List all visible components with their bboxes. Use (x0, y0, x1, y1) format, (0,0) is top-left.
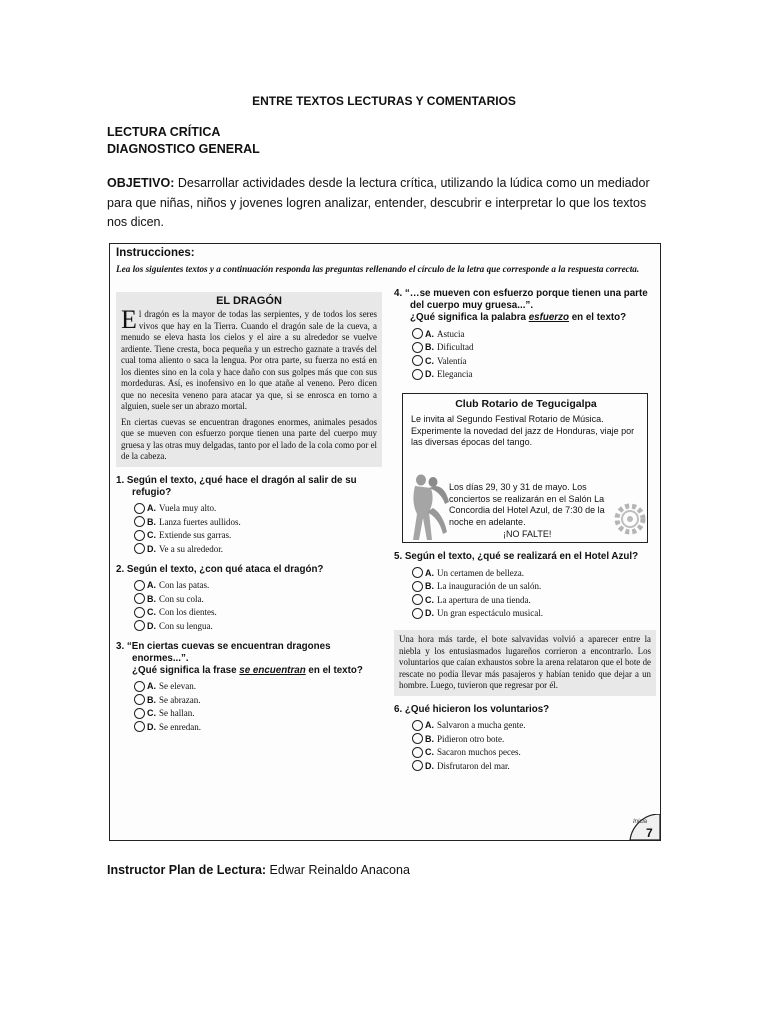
answer-bubble[interactable] (412, 760, 423, 771)
option-text: Se abrazan. (159, 694, 201, 705)
question-line-1: 3. “En ciertas cuevas se encuentran dragones enormes...”. (116, 640, 331, 664)
question-4 (394, 288, 656, 381)
option-letter: D. (147, 721, 156, 732)
story-dragon (116, 292, 382, 467)
option-letter: A. (425, 567, 434, 578)
option-text: Disfrutaron del mar. (437, 760, 510, 771)
question-line-2-end: en el texto? (305, 664, 363, 676)
answer-bubble[interactable] (412, 355, 423, 366)
question-line-2-start: ¿Qué significa la palabra (410, 312, 529, 323)
option-letter: B. (425, 581, 434, 592)
option-a[interactable] (134, 502, 382, 516)
instructor-line (107, 863, 667, 877)
instructor-name: Edwar Reinaldo Anacona (266, 863, 410, 877)
option-letter: C. (147, 708, 156, 719)
subtitle-diagnostico: DIAGNOSTICO GENERAL (107, 142, 260, 156)
answer-bubble[interactable] (412, 328, 423, 339)
answer-bubble[interactable] (412, 342, 423, 353)
answer-bubble[interactable] (134, 503, 145, 514)
question-line-2-end: en el texto? (568, 312, 627, 323)
answer-bubble[interactable] (134, 530, 145, 541)
option-letter: D. (425, 369, 434, 380)
dancers-silhouette-icon (405, 472, 451, 542)
option-letter: C. (147, 530, 156, 541)
option-text: Lanza fuertes aullidos. (159, 516, 241, 527)
answer-bubble[interactable] (412, 720, 423, 731)
option-text: Se enredan. (159, 721, 201, 732)
question-line-1: 4. “…se mueven con esfuerzo porque tienen una parte del cuerpo muy gruesa...”. (394, 288, 648, 311)
option-text: Un certamen de belleza. (437, 567, 524, 578)
story-lifeboat (394, 630, 656, 696)
option-letter: C. (425, 594, 434, 605)
option-text: Dificultad (437, 342, 474, 353)
option-d[interactable] (134, 720, 382, 734)
option-b[interactable] (134, 693, 382, 707)
question-3 (116, 641, 382, 734)
option-text: Se elevan. (159, 681, 196, 692)
question-text: 5. Según el texto, ¿qué se realizará en el Hotel Azul? (394, 551, 639, 562)
option-text: Salvaron a mucha gente. (437, 720, 526, 731)
option-c[interactable] (412, 593, 656, 607)
option-letter: D. (425, 760, 434, 771)
option-b[interactable] (134, 515, 382, 529)
option-d[interactable] (134, 542, 382, 556)
option-c[interactable] (134, 529, 382, 543)
option-text: La apertura de una tienda. (437, 594, 531, 605)
option-letter: B. (147, 593, 156, 604)
option-text: Con su lengua. (159, 620, 213, 631)
question-text (116, 641, 382, 677)
option-c[interactable] (134, 707, 382, 721)
answer-bubble[interactable] (134, 593, 145, 604)
flyer-dates: Los días 29, 30 y 31 de mayo. Los conciertos se realizarán en el Salón La Concordia del Hotel Azul, de 7:30 de la noche en adelante. (449, 482, 605, 527)
option-text: Astucia (437, 328, 465, 339)
question-text: 1. Según el texto, ¿qué hace el dragón al salir de su refugio? (116, 474, 357, 498)
option-text: Ve a su alrededor. (159, 543, 223, 554)
option-letter: C. (425, 355, 434, 366)
objective-label: OBJETIVO: (107, 176, 175, 190)
instructor-label: Instructor Plan de Lectura: (107, 863, 267, 877)
story-paragraph-2: En ciertas cuevas se encuentran dragones enormes, animales pesados que se mueven con esfuerzo porque tienen una parte del cuerpo muy gruesa y las otras muy delgadas, tanto por el lado de la cola como por el de la cabeza. (121, 416, 377, 461)
option-c[interactable] (134, 606, 382, 620)
flyer-text: Le invita al Segundo Festival Rotario de Música. Experimente la novedad del jazz de Honduras, viaje por las diversas épocas del tango. (411, 414, 635, 447)
answer-bubble[interactable] (412, 567, 423, 578)
option-d[interactable] (412, 607, 656, 621)
question-emphasis: se encuentran (239, 664, 306, 676)
option-letter: B. (425, 342, 434, 353)
option-letter: D. (147, 620, 156, 631)
answer-bubble[interactable] (134, 708, 145, 719)
option-letter: A. (147, 681, 156, 692)
story-paragraph-1-text: l dragón es la mayor de todas las serpientes, y de todos los seres vivos que hay en la Tierra. Cuando el dragón sale de la cueva, a menudo se eleva hasta los cielos y el aire a su alrededor se vuelve ardiente. Tiene cresta, boca pequeña y un estrecho gaznate a través del cual toma aliento o saca la lengua. Por otra parte, su fuerza no está en los dientes sino en la cola y hace daño con sus golpes más que con sus mordeduras. Así, es inofensivo en lo que atañe al veneno. Pero dicen que no necesita veneno para atacar ya que, si se enrosca en torno a alguien, suele ser un abrazo mortal. (121, 309, 377, 411)
answer-bubble[interactable] (134, 694, 145, 705)
answer-bubble[interactable] (134, 681, 145, 692)
option-letter: C. (425, 747, 434, 758)
club-flyer (402, 393, 648, 543)
option-d[interactable] (412, 759, 656, 773)
option-letter: B. (147, 516, 156, 527)
page-number-badge (626, 814, 660, 840)
answer-bubble[interactable] (412, 581, 423, 592)
option-letter: A. (425, 720, 434, 731)
question-2 (116, 564, 382, 633)
question-text (394, 288, 656, 324)
flyer-title: Club Rotario de Tegucigalpa (455, 398, 597, 410)
drop-cap: E (121, 305, 137, 334)
answer-bubble[interactable] (134, 607, 145, 618)
objective-text: Desarrollar actividades desde la lectura crítica, utilizando la lúdica como un mediador para que niñas, niños y jovenes logren analizar, entender, descubrir e interpretar lo que los textos nos dicen. (107, 176, 650, 229)
option-text: Con los dientes. (159, 607, 217, 618)
right-column (394, 288, 656, 773)
option-text: Elegancia (437, 369, 473, 380)
option-text: Pidieron otro bote. (437, 733, 505, 744)
answer-bubble[interactable] (134, 620, 145, 631)
option-a[interactable] (134, 579, 382, 593)
answer-bubble[interactable] (412, 369, 423, 380)
option-a[interactable] (412, 327, 656, 341)
option-c[interactable] (412, 354, 656, 368)
page-title: ENTRE TEXTOS LECTURAS Y COMENTARIOS (252, 94, 516, 108)
option-text: Un gran espectáculo musical. (437, 608, 543, 619)
question-5 (394, 551, 656, 620)
option-b[interactable] (412, 341, 656, 355)
answer-bubble[interactable] (134, 543, 145, 554)
worksheet-scan (109, 243, 661, 841)
objective-paragraph (107, 174, 667, 233)
option-text: Valentía (437, 355, 467, 366)
badge-number: 7 (646, 826, 653, 840)
option-text: Sacaron muchos peces. (437, 747, 521, 758)
option-letter: B. (425, 733, 434, 744)
story-title: EL DRAGÓN (216, 295, 282, 307)
instructions-text: Lea los siguientes textos y a continuación responda las preguntas rellenando el círculo de la letra que corresponde a la respuesta correcta. (116, 264, 640, 274)
answer-bubble[interactable] (412, 747, 423, 758)
option-text: Extiende sus garras. (159, 530, 232, 541)
answer-bubble[interactable] (134, 580, 145, 591)
option-letter: B. (147, 694, 156, 705)
answer-bubble[interactable] (412, 608, 423, 619)
story-lifeboat-text: Una hora más tarde, el bote salvavidas volvió a aparecer entre la niebla y los entusiasmados lugareños corrieron a encontrarlo. Los voluntarios que caían exhaustos sobre la arena relataron que el bote de rescate no podía llevar más pasajeros y habían tenido que dejar a un hombre. Luego, tuvieron que regresar por él. (399, 634, 651, 690)
option-a[interactable] (134, 680, 382, 694)
answer-bubble[interactable] (134, 721, 145, 732)
option-d[interactable] (412, 368, 656, 382)
heading-block (107, 124, 667, 158)
option-text: La inauguración de un salón. (437, 581, 542, 592)
option-text: Con su cola. (159, 593, 204, 604)
option-a[interactable] (412, 566, 656, 580)
question-1 (116, 475, 382, 556)
option-c[interactable] (412, 746, 656, 760)
question-line-2-start: ¿Qué significa la frase (132, 664, 240, 676)
question-emphasis: esfuerzo (528, 312, 569, 323)
option-b[interactable] (134, 592, 382, 606)
option-letter: A. (425, 328, 434, 339)
option-a[interactable] (412, 719, 656, 733)
story-paragraph-1 (121, 305, 377, 413)
badge-text: Inicia (633, 819, 648, 825)
question-text: 6. ¿Qué hicieron los voluntarios? (394, 703, 550, 715)
question-6 (394, 704, 656, 773)
subtitle-lectura: LECTURA CRÍTICA (107, 125, 221, 139)
option-b[interactable] (412, 732, 656, 746)
answer-bubble[interactable] (134, 516, 145, 527)
instructions-title: Instrucciones: (116, 247, 195, 259)
option-letter: D. (425, 608, 434, 619)
option-b[interactable] (412, 580, 656, 594)
option-text: Con las patas. (159, 580, 210, 591)
answer-bubble[interactable] (412, 594, 423, 605)
flyer-cta: ¡NO FALTE! (503, 529, 552, 539)
option-text: Vuela muy alto. (159, 503, 217, 514)
rotary-gear-icon (613, 502, 647, 536)
option-letter: A. (147, 580, 156, 591)
option-letter: C. (147, 607, 156, 618)
option-d[interactable] (134, 619, 382, 633)
option-letter: D. (147, 543, 156, 554)
question-text: 2. Según el texto, ¿con qué ataca el dragón? (116, 563, 324, 575)
answer-bubble[interactable] (412, 733, 423, 744)
option-text: Se hallan. (159, 708, 195, 719)
left-column (116, 292, 382, 734)
option-letter: A. (147, 503, 156, 514)
